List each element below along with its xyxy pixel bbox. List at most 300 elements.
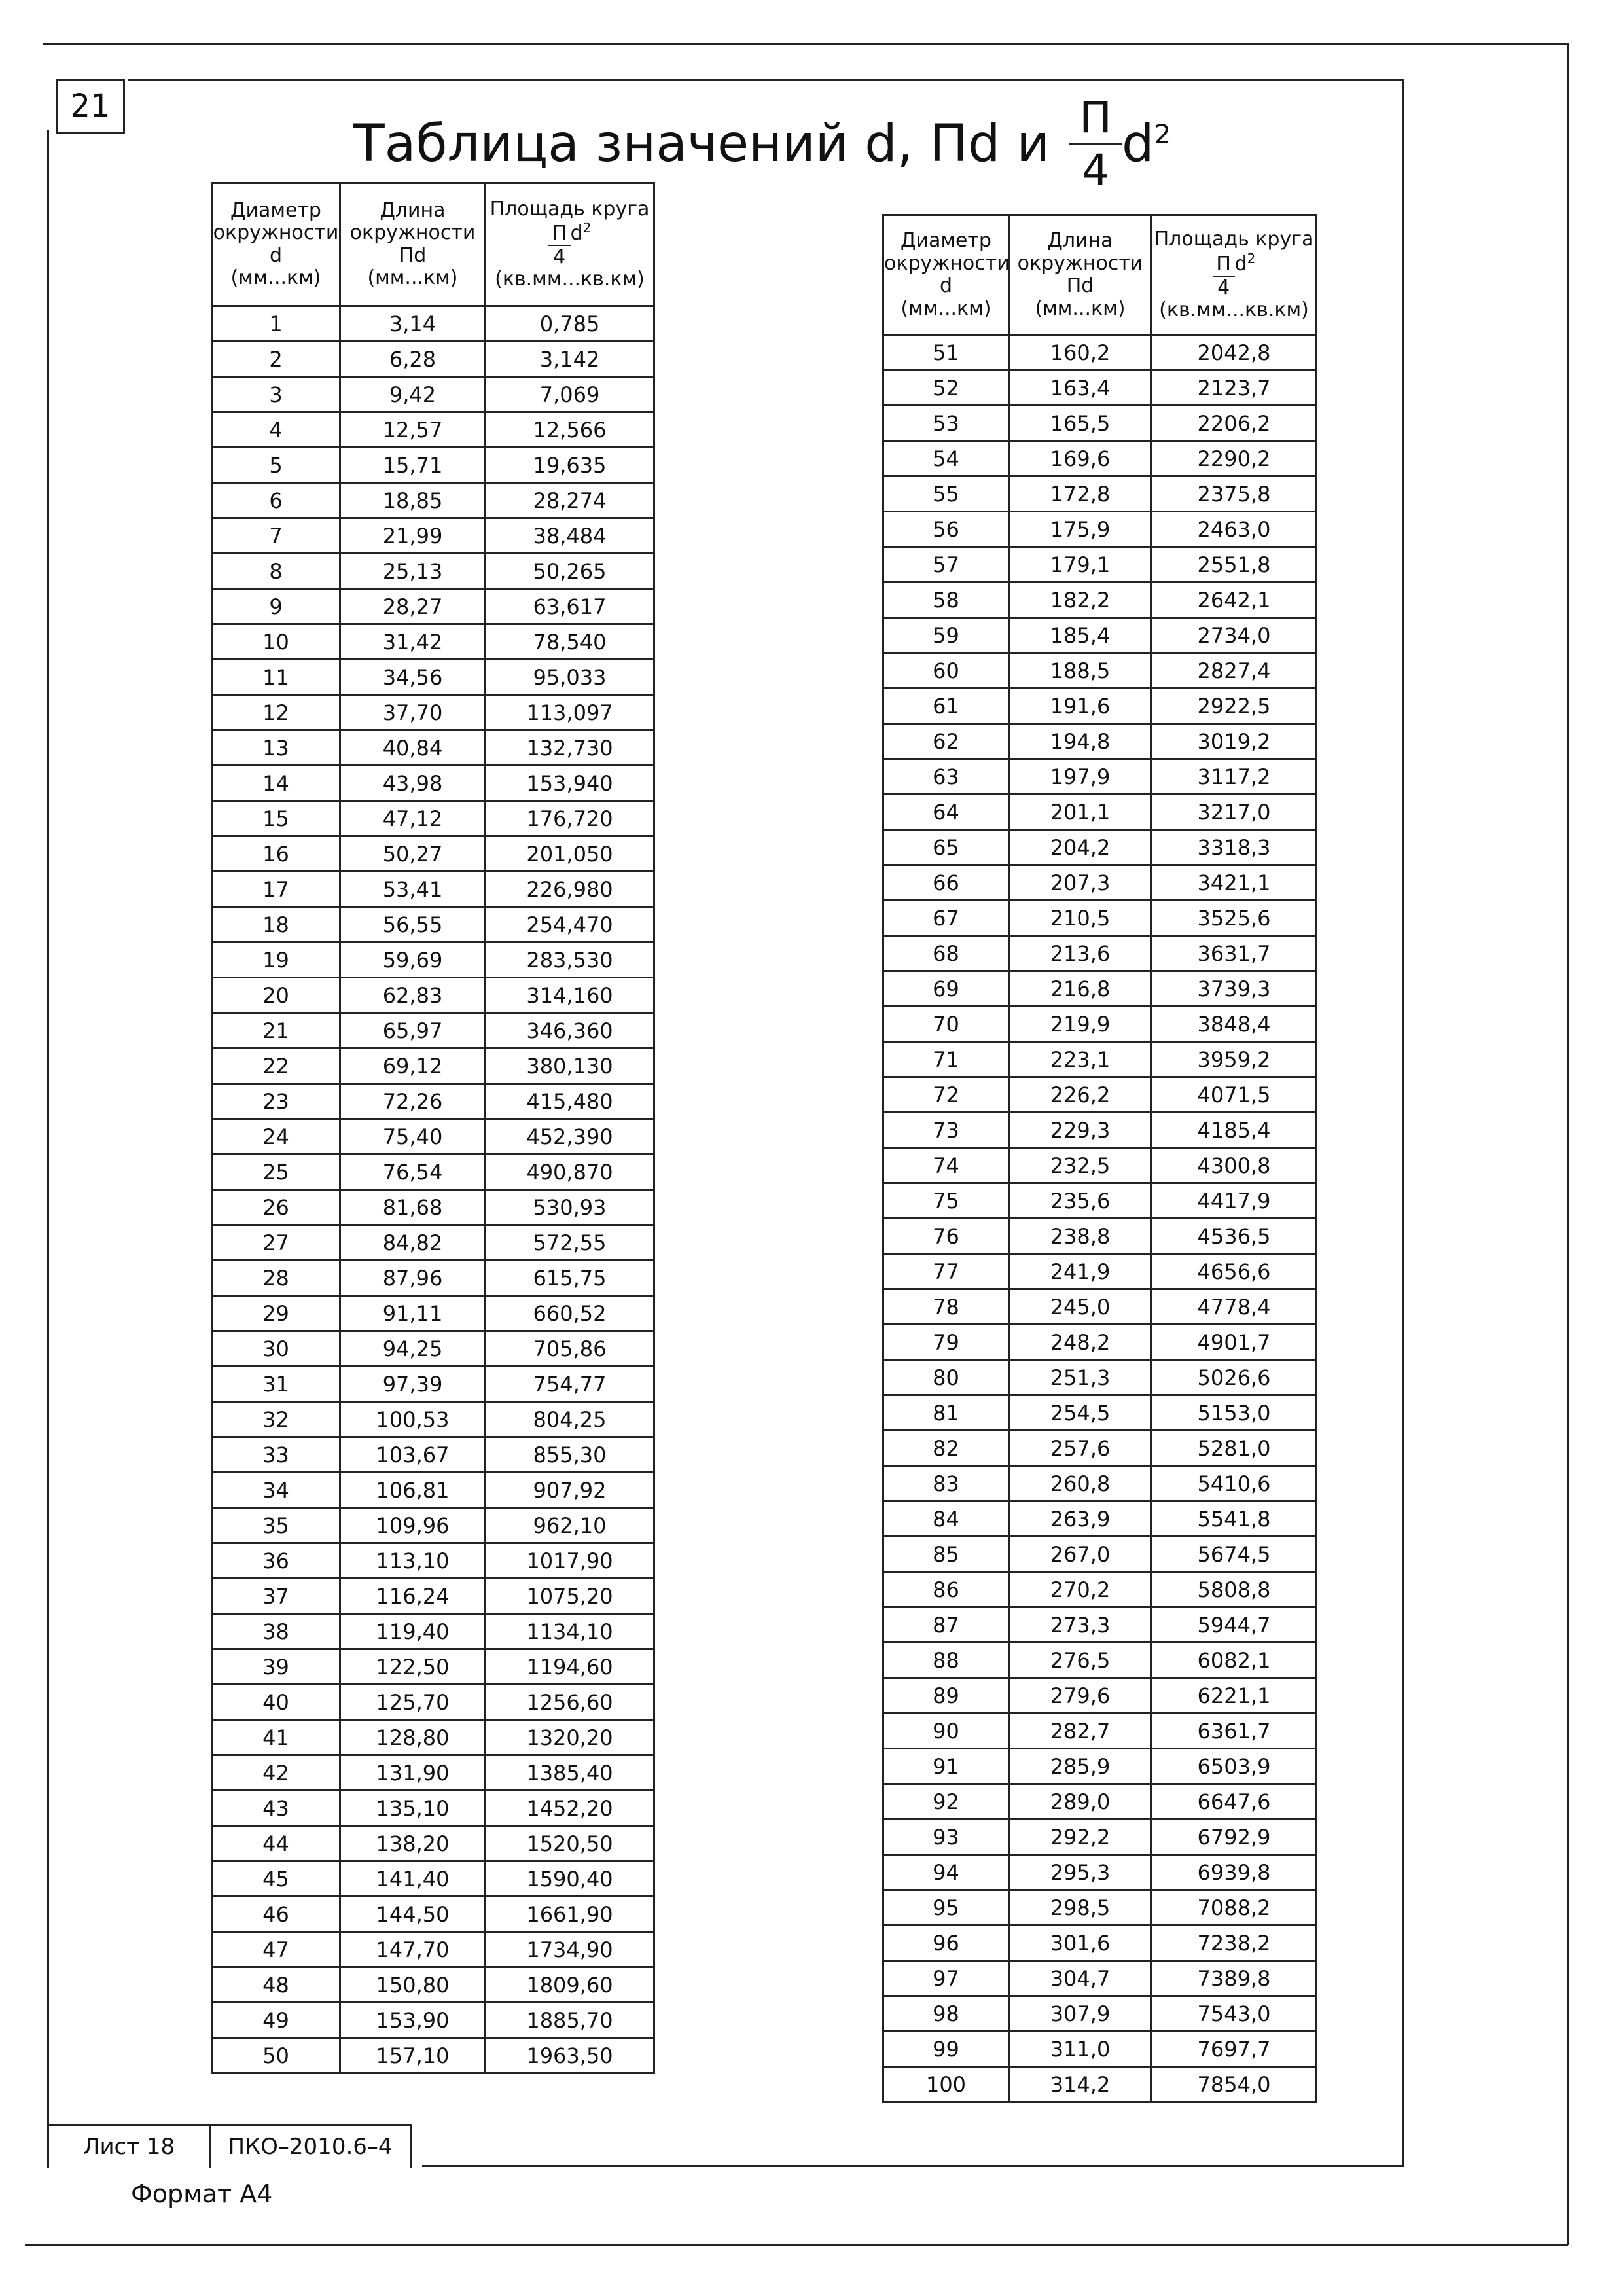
cell-diameter: 75 <box>883 1183 1009 1219</box>
table-row <box>212 518 654 554</box>
cell-circumference: 295,3 <box>1009 1855 1152 1890</box>
table-row <box>883 1148 1317 1183</box>
table-row <box>212 483 654 518</box>
cell-circumference: 153,90 <box>340 2003 486 2038</box>
table-row <box>883 830 1317 865</box>
cell-circumference: 65,97 <box>340 1013 486 1049</box>
header-diameter-line: d <box>939 274 953 297</box>
cell-area: 4300,8 <box>1152 1148 1317 1183</box>
sheet-label: Лист 18 <box>49 2126 211 2168</box>
cell-area: 3019,2 <box>1152 724 1317 759</box>
cell-circumference: 289,0 <box>1009 1784 1152 1820</box>
cell-area: 1809,60 <box>486 1967 654 2003</box>
cell-circumference: 226,2 <box>1009 1077 1152 1113</box>
cell-diameter: 36 <box>212 1543 340 1579</box>
table-row <box>212 2003 654 2038</box>
cell-diameter: 21 <box>212 1013 340 1049</box>
cell-area: 5808,8 <box>1152 1572 1317 1607</box>
cell-area: 2922,5 <box>1152 689 1317 724</box>
table-row <box>883 1007 1317 1042</box>
cell-diameter: 65 <box>883 830 1009 865</box>
table-row <box>883 1289 1317 1325</box>
header-diameter-line: (мм...км) <box>230 266 321 289</box>
cell-area: 7238,2 <box>1152 1926 1317 1961</box>
cell-area: 2642,1 <box>1152 583 1317 618</box>
table-row <box>883 901 1317 936</box>
table-row <box>883 1926 1317 1961</box>
cell-diameter: 54 <box>883 441 1009 476</box>
table-row <box>212 1967 654 2003</box>
cell-area: 4071,5 <box>1152 1077 1317 1113</box>
table-row <box>212 1119 654 1155</box>
table-row <box>212 1296 654 1331</box>
cell-area: 346,360 <box>486 1013 654 1049</box>
cell-area: 3117,2 <box>1152 759 1317 795</box>
table-row <box>212 1225 654 1261</box>
table-row <box>883 795 1317 830</box>
cell-circumference: 94,25 <box>340 1331 486 1367</box>
cell-diameter: 45 <box>212 1861 340 1897</box>
cell-area: 3421,1 <box>1152 865 1317 901</box>
inner-frame-left <box>47 130 49 2165</box>
table-row <box>212 1367 654 1402</box>
header-area-line: Площадь круга <box>1154 228 1314 251</box>
header-diameter <box>212 183 340 306</box>
cell-diameter: 62 <box>883 724 1009 759</box>
table-row <box>883 1678 1317 1713</box>
cell-circumference: 210,5 <box>1009 901 1152 936</box>
cell-area: 4778,4 <box>1152 1289 1317 1325</box>
table-row <box>212 1826 654 1861</box>
cell-circumference: 229,3 <box>1009 1113 1152 1148</box>
cell-area: 660,52 <box>486 1296 654 1331</box>
cell-circumference: 216,8 <box>1009 971 1152 1007</box>
cell-diameter: 76 <box>883 1219 1009 1254</box>
cell-diameter: 24 <box>212 1119 340 1155</box>
page-number: 21 <box>56 79 125 134</box>
header-area-units: (кв.мм...кв.км) <box>495 268 645 291</box>
table-row <box>212 1402 654 1437</box>
cell-diameter: 73 <box>883 1113 1009 1148</box>
table-row <box>883 971 1317 1007</box>
cell-diameter: 96 <box>883 1926 1009 1961</box>
cell-area: 2463,0 <box>1152 512 1317 547</box>
cell-circumference: 3,14 <box>340 306 486 342</box>
outer-frame-right <box>1567 43 1569 2245</box>
cell-diameter: 58 <box>883 583 1009 618</box>
table-row <box>883 1961 1317 1996</box>
table-row <box>883 724 1317 759</box>
cell-area: 38,484 <box>486 518 654 554</box>
cell-diameter: 44 <box>212 1826 340 1861</box>
header-area <box>1152 215 1317 335</box>
cell-diameter: 40 <box>212 1685 340 1720</box>
cell-circumference: 25,13 <box>340 554 486 589</box>
cell-diameter: 39 <box>212 1649 340 1685</box>
cell-area: 1734,90 <box>486 1932 654 1967</box>
table-row <box>883 653 1317 689</box>
cell-circumference: 119,40 <box>340 1614 486 1649</box>
header-circumference-line: окружности <box>1017 251 1143 275</box>
cell-area: 2734,0 <box>1152 618 1317 653</box>
cell-diameter: 35 <box>212 1508 340 1543</box>
cell-area: 6082,1 <box>1152 1643 1317 1678</box>
cell-area: 2375,8 <box>1152 476 1317 512</box>
cell-circumference: 270,2 <box>1009 1572 1152 1607</box>
table-row <box>883 1572 1317 1607</box>
cell-diameter: 38 <box>212 1614 340 1649</box>
cell-diameter: 55 <box>883 476 1009 512</box>
cell-area: 2042,8 <box>1152 335 1317 370</box>
cell-circumference: 260,8 <box>1009 1466 1152 1501</box>
cell-diameter: 20 <box>212 978 340 1013</box>
cell-area: 1075,20 <box>486 1579 654 1614</box>
table-row <box>883 1749 1317 1784</box>
cell-diameter: 79 <box>883 1325 1009 1360</box>
cell-circumference: 106,81 <box>340 1473 486 1508</box>
cell-diameter: 72 <box>883 1077 1009 1113</box>
header-diameter-line: окружности <box>213 221 339 244</box>
table-row <box>212 1049 654 1084</box>
cell-diameter: 27 <box>212 1225 340 1261</box>
cell-diameter: 71 <box>883 1042 1009 1077</box>
cell-area: 5541,8 <box>1152 1501 1317 1537</box>
title-d-squared <box>1122 115 1171 173</box>
cell-diameter: 43 <box>212 1791 340 1826</box>
cell-area: 3631,7 <box>1152 936 1317 971</box>
cell-circumference: 84,82 <box>340 1225 486 1261</box>
title-block <box>47 2124 412 2168</box>
cell-area: 1134,10 <box>486 1614 654 1649</box>
cell-area: 63,617 <box>486 589 654 624</box>
cell-circumference: 12,57 <box>340 412 486 448</box>
cell-diameter: 82 <box>883 1431 1009 1466</box>
cell-diameter: 14 <box>212 766 340 801</box>
title-var: d <box>1122 115 1154 173</box>
cell-circumference: 28,27 <box>340 589 486 624</box>
cell-area: 3217,0 <box>1152 795 1317 830</box>
cell-diameter: 19 <box>212 942 340 978</box>
cell-diameter: 59 <box>883 618 1009 653</box>
cell-circumference: 15,71 <box>340 448 486 483</box>
cell-diameter: 17 <box>212 872 340 907</box>
table-row <box>212 1720 654 1755</box>
table-row <box>212 907 654 942</box>
cell-circumference: 87,96 <box>340 1261 486 1296</box>
table-row <box>212 660 654 695</box>
cell-diameter: 30 <box>212 1331 340 1367</box>
cell-area: 754,77 <box>486 1367 654 1402</box>
cell-area: 7697,7 <box>1152 2032 1317 2067</box>
cell-area: 6647,6 <box>1152 1784 1317 1820</box>
header-circumference <box>340 183 486 306</box>
cell-diameter: 98 <box>883 1996 1009 2032</box>
cell-diameter: 90 <box>883 1713 1009 1749</box>
table-row <box>883 1537 1317 1572</box>
cell-area: 2123,7 <box>1152 370 1317 406</box>
cell-circumference: 37,70 <box>340 695 486 730</box>
cell-circumference: 128,80 <box>340 1720 486 1755</box>
cell-diameter: 86 <box>883 1572 1009 1607</box>
cell-area: 5153,0 <box>1152 1395 1317 1431</box>
cell-area: 1017,90 <box>486 1543 654 1579</box>
table-row <box>883 1784 1317 1820</box>
table-row <box>883 1855 1317 1890</box>
values-table-right <box>882 214 1317 2103</box>
cell-diameter: 6 <box>212 483 340 518</box>
table-row <box>883 1254 1317 1289</box>
table-row <box>883 2032 1317 2067</box>
cell-diameter: 51 <box>883 335 1009 370</box>
table-row <box>212 412 654 448</box>
table-row <box>212 1543 654 1579</box>
table-row <box>883 370 1317 406</box>
header-circumference-line: Пd <box>399 243 427 267</box>
cell-circumference: 6,28 <box>340 342 486 377</box>
table-row <box>212 377 654 412</box>
cell-area: 226,980 <box>486 872 654 907</box>
cell-circumference: 75,40 <box>340 1119 486 1155</box>
table-row <box>212 342 654 377</box>
cell-circumference: 191,6 <box>1009 689 1152 724</box>
header-diameter-line: Диаметр <box>901 229 991 252</box>
cell-diameter: 32 <box>212 1402 340 1437</box>
table-row <box>212 1579 654 1614</box>
table-row <box>883 1395 1317 1431</box>
cell-circumference: 56,55 <box>340 907 486 942</box>
cell-circumference: 245,0 <box>1009 1289 1152 1325</box>
cell-diameter: 16 <box>212 836 340 872</box>
cell-area: 3525,6 <box>1152 901 1317 936</box>
cell-diameter: 80 <box>883 1360 1009 1395</box>
cell-circumference: 72,26 <box>340 1084 486 1119</box>
cell-diameter: 97 <box>883 1961 1009 1996</box>
cell-area: 113,097 <box>486 695 654 730</box>
cell-area: 4417,9 <box>1152 1183 1317 1219</box>
cell-area: 380,130 <box>486 1049 654 1084</box>
table-row <box>212 1755 654 1791</box>
cell-circumference: 113,10 <box>340 1543 486 1579</box>
table-row <box>212 872 654 907</box>
title-fraction <box>1069 92 1122 196</box>
table-row <box>212 589 654 624</box>
cell-diameter: 84 <box>883 1501 1009 1537</box>
inner-frame-bottom <box>422 2165 1404 2167</box>
cell-area: 3318,3 <box>1152 830 1317 865</box>
cell-circumference: 254,5 <box>1009 1395 1152 1431</box>
header-diameter-line: Диаметр <box>230 198 321 222</box>
cell-area: 28,274 <box>486 483 654 518</box>
cell-circumference: 21,99 <box>340 518 486 554</box>
cell-area: 4656,6 <box>1152 1254 1317 1289</box>
table-row <box>883 1325 1317 1360</box>
cell-diameter: 33 <box>212 1437 340 1473</box>
cell-area: 907,92 <box>486 1473 654 1508</box>
cell-diameter: 29 <box>212 1296 340 1331</box>
table-row <box>883 1890 1317 1926</box>
cell-diameter: 78 <box>883 1289 1009 1325</box>
cell-area: 5944,7 <box>1152 1607 1317 1643</box>
table-row <box>212 1932 654 1967</box>
table-row <box>883 547 1317 583</box>
cell-area: 4185,4 <box>1152 1113 1317 1148</box>
cell-area: 7389,8 <box>1152 1961 1317 1996</box>
cell-diameter: 77 <box>883 1254 1009 1289</box>
cell-area: 7,069 <box>486 377 654 412</box>
cell-area: 6361,7 <box>1152 1713 1317 1749</box>
cell-circumference: 31,42 <box>340 624 486 660</box>
cell-area: 6792,9 <box>1152 1820 1317 1855</box>
cell-circumference: 232,5 <box>1009 1148 1152 1183</box>
cell-circumference: 43,98 <box>340 766 486 801</box>
table-row <box>212 1084 654 1119</box>
cell-circumference: 282,7 <box>1009 1713 1152 1749</box>
cell-diameter: 15 <box>212 801 340 836</box>
cell-diameter: 100 <box>883 2067 1009 2102</box>
cell-circumference: 223,1 <box>1009 1042 1152 1077</box>
cell-circumference: 62,83 <box>340 978 486 1013</box>
cell-diameter: 1 <box>212 306 340 342</box>
format-label: Формат А4 <box>131 2179 273 2208</box>
cell-area: 2827,4 <box>1152 653 1317 689</box>
cell-area: 2290,2 <box>1152 441 1317 476</box>
cell-area: 415,480 <box>486 1084 654 1119</box>
cell-circumference: 276,5 <box>1009 1643 1152 1678</box>
cell-area: 3959,2 <box>1152 1042 1317 1077</box>
cell-diameter: 92 <box>883 1784 1009 1820</box>
cell-diameter: 88 <box>883 1643 1009 1678</box>
cell-area: 1385,40 <box>486 1755 654 1791</box>
table-row <box>212 1013 654 1049</box>
header-area-units: (кв.мм...кв.км) <box>1159 298 1309 321</box>
table-row <box>212 1473 654 1508</box>
table-row <box>212 801 654 836</box>
header-circumference-line: Длина <box>1047 229 1113 252</box>
doc-code: ПКО–2010.6–4 <box>228 2134 393 2160</box>
cell-diameter: 70 <box>883 1007 1009 1042</box>
cell-diameter: 49 <box>212 2003 340 2038</box>
table-row <box>212 1685 654 1720</box>
cell-area: 153,940 <box>486 766 654 801</box>
header-circumference-line: (мм...км) <box>367 266 458 289</box>
cell-circumference: 59,69 <box>340 942 486 978</box>
title-text: Таблица значений d, Пd и <box>353 115 1050 173</box>
cell-area: 176,720 <box>486 801 654 836</box>
cell-area: 1452,20 <box>486 1791 654 1826</box>
cell-circumference: 182,2 <box>1009 583 1152 618</box>
cell-diameter: 69 <box>883 971 1009 1007</box>
cell-circumference: 144,50 <box>340 1897 486 1932</box>
cell-diameter: 83 <box>883 1466 1009 1501</box>
inner-frame-top <box>128 79 1404 81</box>
cell-area: 530,93 <box>486 1190 654 1225</box>
cell-circumference: 241,9 <box>1009 1254 1152 1289</box>
cell-circumference: 163,4 <box>1009 370 1152 406</box>
cell-area: 7543,0 <box>1152 1996 1317 2032</box>
cell-circumference: 157,10 <box>340 2038 486 2073</box>
cell-circumference: 131,90 <box>340 1755 486 1791</box>
cell-circumference: 97,39 <box>340 1367 486 1402</box>
header-area-formula: $\frac{П}{4}$ $d^2$ <box>486 221 653 268</box>
cell-diameter: 52 <box>883 370 1009 406</box>
cell-circumference: 307,9 <box>1009 1996 1152 2032</box>
cell-diameter: 56 <box>883 512 1009 547</box>
cell-circumference: 235,6 <box>1009 1183 1152 1219</box>
cell-diameter: 93 <box>883 1820 1009 1855</box>
cell-circumference: 147,70 <box>340 1932 486 1967</box>
table-row <box>883 2067 1317 2102</box>
table-row <box>212 1155 654 1190</box>
cell-area: 804,25 <box>486 1402 654 1437</box>
cell-area: 0,785 <box>486 306 654 342</box>
cell-area: 6503,9 <box>1152 1749 1317 1784</box>
cell-diameter: 81 <box>883 1395 1009 1431</box>
table-row <box>883 936 1317 971</box>
table-row <box>883 1113 1317 1148</box>
cell-area: 3,142 <box>486 342 654 377</box>
cell-area: 2551,8 <box>1152 547 1317 583</box>
title-frac-den: 4 <box>1082 145 1110 196</box>
cell-area: 1256,60 <box>486 1685 654 1720</box>
table-row <box>212 730 654 766</box>
cell-circumference: 103,67 <box>340 1437 486 1473</box>
cell-circumference: 100,53 <box>340 1402 486 1437</box>
cell-circumference: 204,2 <box>1009 830 1152 865</box>
cell-circumference: 188,5 <box>1009 653 1152 689</box>
table-row <box>212 978 654 1013</box>
table-row <box>883 1077 1317 1113</box>
cell-circumference: 314,2 <box>1009 2067 1152 2102</box>
cell-area: 6221,1 <box>1152 1678 1317 1713</box>
header-circumference <box>1009 215 1152 335</box>
cell-circumference: 109,96 <box>340 1508 486 1543</box>
page-title <box>353 92 1171 196</box>
cell-area: 1885,70 <box>486 2003 654 2038</box>
cell-area: 6939,8 <box>1152 1855 1317 1890</box>
values-table-left <box>211 182 655 2074</box>
table-row <box>883 1183 1317 1219</box>
table-row <box>212 1437 654 1473</box>
cell-area: 4536,5 <box>1152 1219 1317 1254</box>
table-row <box>883 618 1317 653</box>
cell-diameter: 31 <box>212 1367 340 1402</box>
table-row <box>883 441 1317 476</box>
cell-circumference: 172,8 <box>1009 476 1152 512</box>
cell-circumference: 150,80 <box>340 1967 486 2003</box>
outer-frame-top <box>43 43 1567 45</box>
cell-circumference: 251,3 <box>1009 1360 1152 1395</box>
header-circumference-line: (мм...км) <box>1035 296 1126 320</box>
header-circumference-line: Длина <box>380 198 446 222</box>
header-diameter-line: (мм...км) <box>901 296 991 320</box>
header-circumference-line: Пd <box>1066 274 1094 297</box>
cell-circumference: 160,2 <box>1009 335 1152 370</box>
cell-area: 490,870 <box>486 1155 654 1190</box>
cell-circumference: 298,5 <box>1009 1890 1152 1926</box>
cell-area: 962,10 <box>486 1508 654 1543</box>
cell-area: 132,730 <box>486 730 654 766</box>
table-row <box>212 554 654 589</box>
cell-circumference: 9,42 <box>340 377 486 412</box>
cell-area: 314,160 <box>486 978 654 1013</box>
cell-diameter: 11 <box>212 660 340 695</box>
cell-circumference: 304,7 <box>1009 1961 1152 1996</box>
table-row <box>212 1331 654 1367</box>
table-row <box>883 476 1317 512</box>
cell-circumference: 50,27 <box>340 836 486 872</box>
cell-diameter: 4 <box>212 412 340 448</box>
table-row <box>212 1508 654 1543</box>
